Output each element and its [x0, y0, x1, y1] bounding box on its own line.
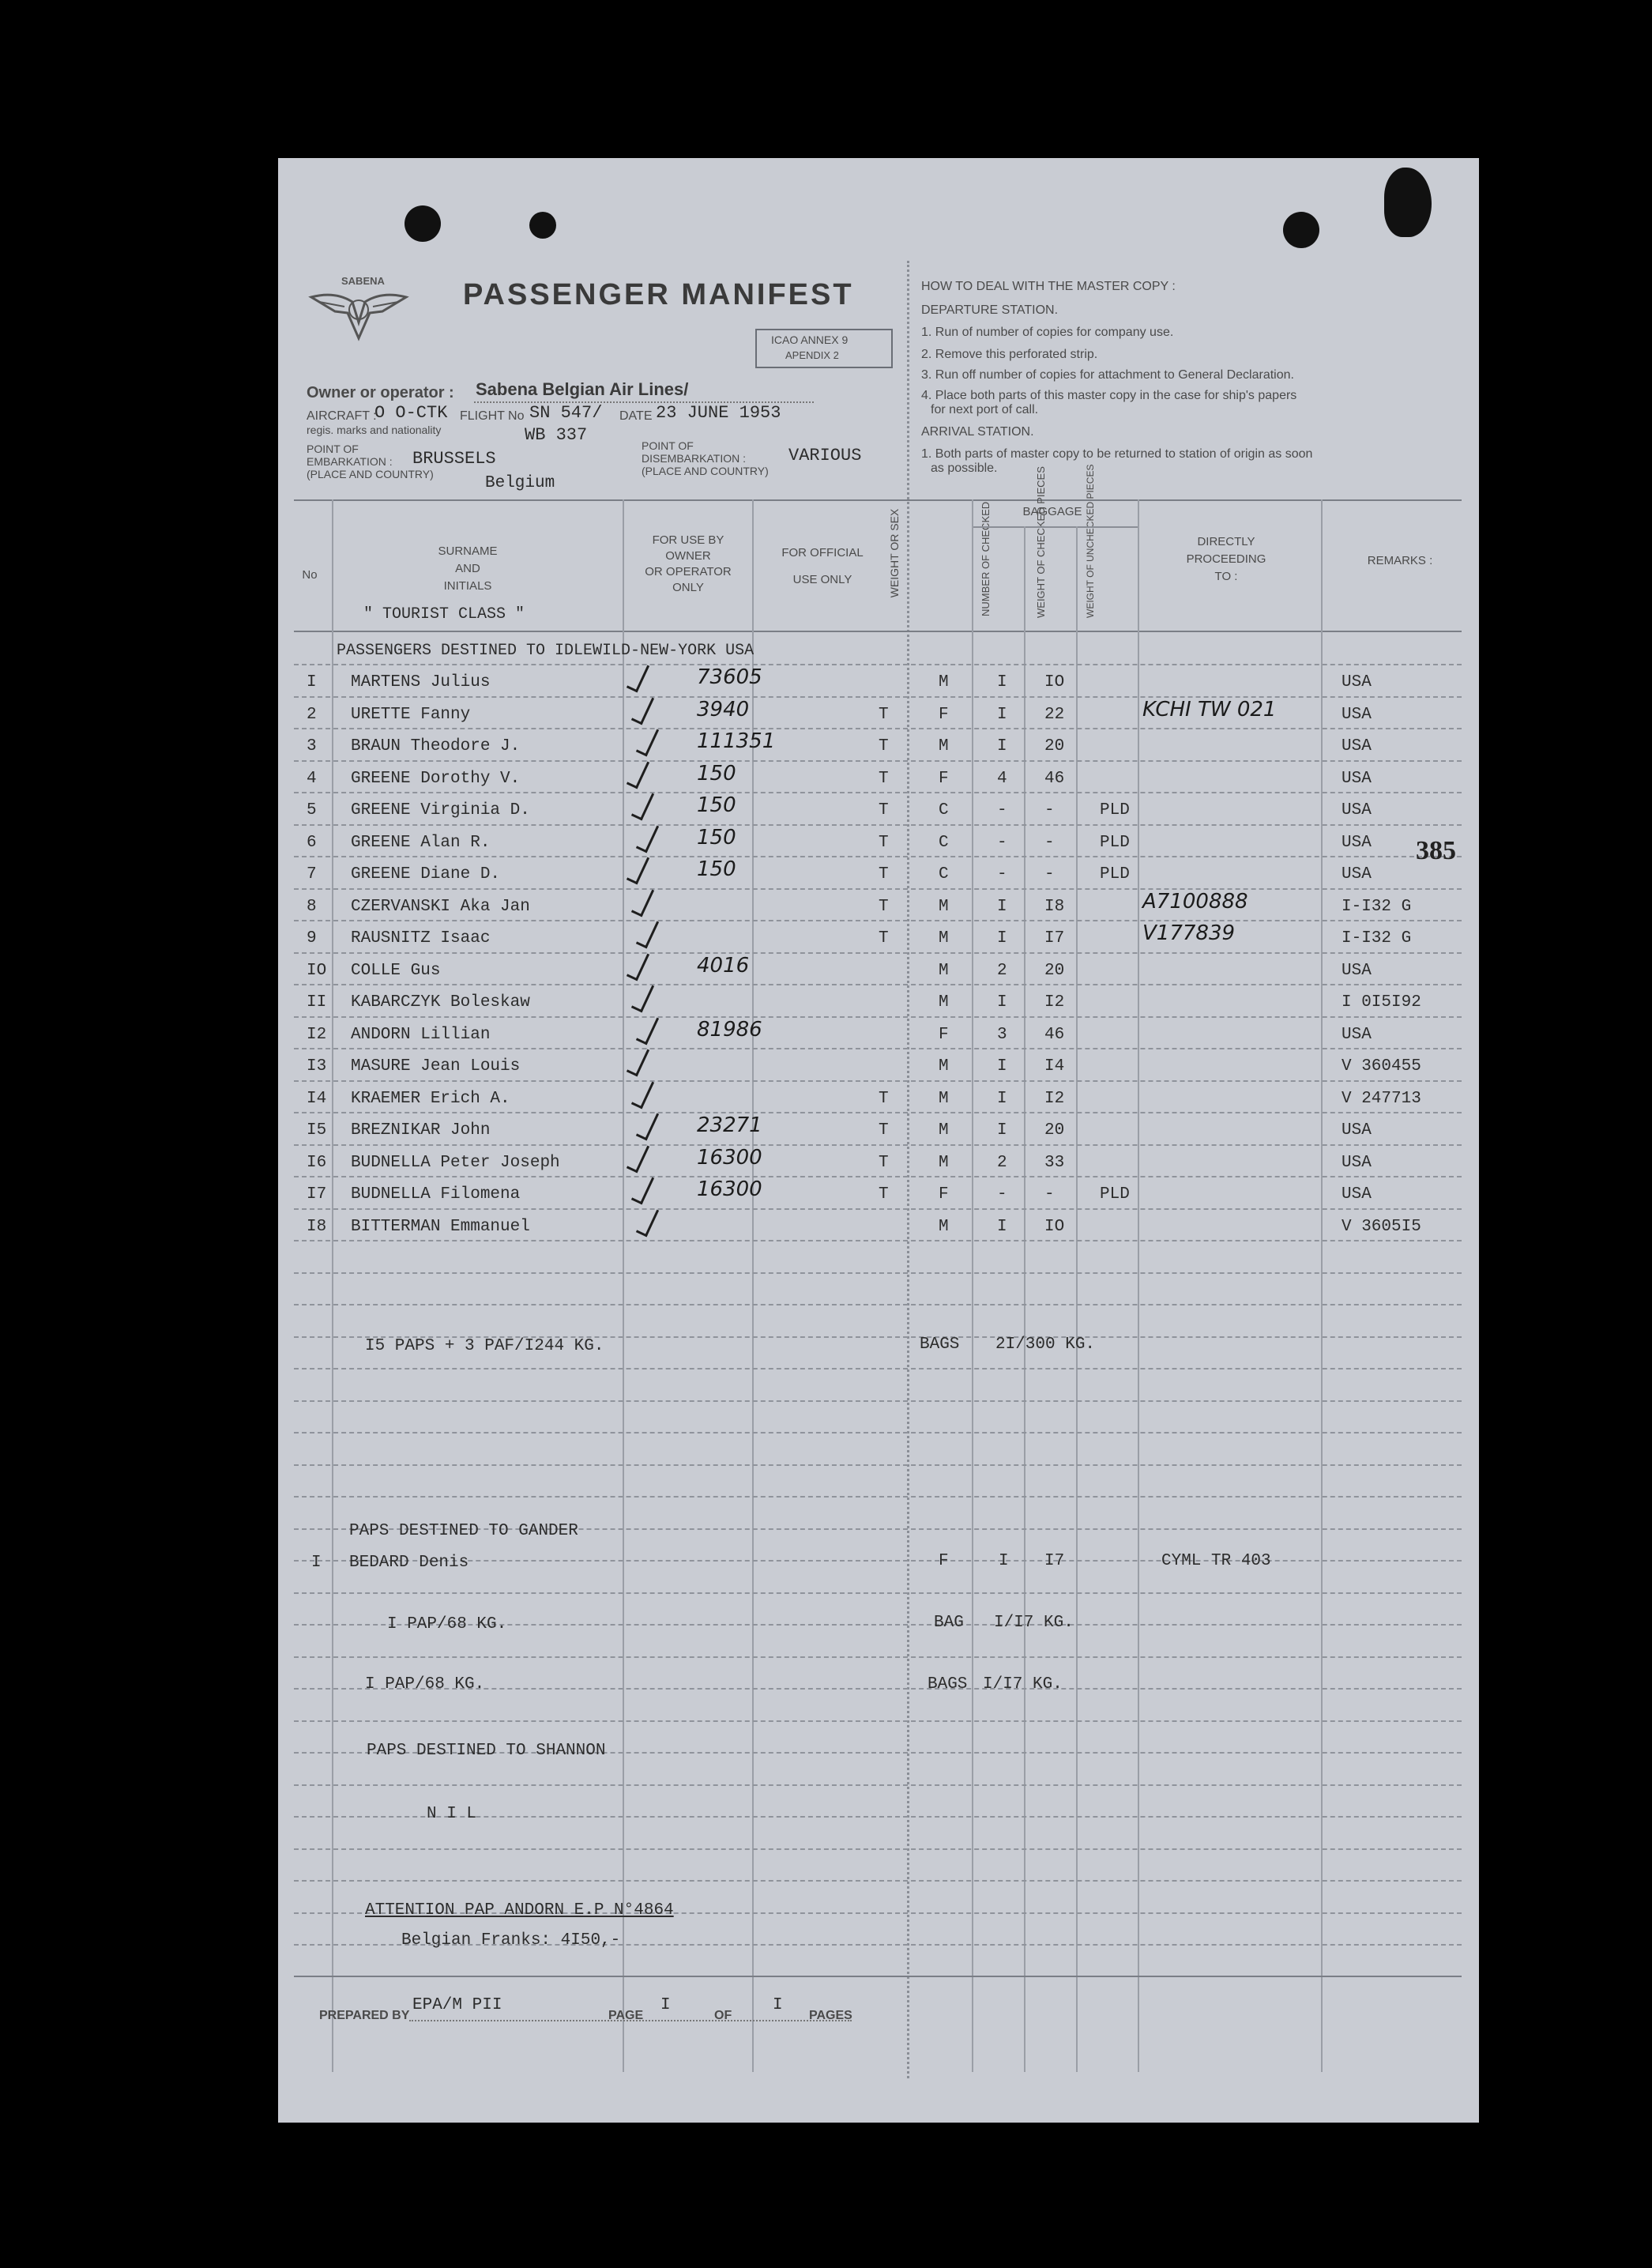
- instruction-line: ARRIVAL STATION.: [921, 425, 1034, 439]
- embark-label-3: (PLACE AND COUNTRY): [307, 468, 434, 480]
- row-line: [294, 1880, 1462, 1882]
- col-divider: [1024, 526, 1025, 2072]
- pax-owner-ref: 150: [697, 793, 736, 817]
- instruction-line: as possible.: [931, 462, 998, 475]
- pax-no: 3: [307, 737, 317, 755]
- col-divider: [972, 499, 973, 2072]
- pax-bag-number: I: [997, 705, 1007, 724]
- check-mark: [636, 1110, 659, 1141]
- pax-no: I4: [307, 1089, 327, 1108]
- col-surname-1: SURNAME: [438, 544, 498, 558]
- check-mark: [636, 1013, 659, 1045]
- gander-sex: F: [939, 1552, 949, 1570]
- ink-blot: [1384, 168, 1432, 237]
- row-line: [294, 920, 1462, 921]
- pax-owner-ref: 81986: [697, 1017, 762, 1042]
- pax-sex: C: [939, 833, 949, 852]
- table-bottom-border: [294, 1976, 1462, 1977]
- pax-name: COLLE Gus: [351, 961, 441, 980]
- pax-no: 5: [307, 801, 317, 819]
- pax-name: BUDNELLA Peter Joseph: [351, 1153, 560, 1172]
- row-line: [294, 1080, 1462, 1082]
- instruction-line: DEPARTURE STATION.: [921, 303, 1059, 317]
- pax-owner-ref: 150: [697, 857, 736, 881]
- aircraft-label: AIRCRAFT :: [307, 409, 377, 423]
- row-line: [294, 824, 1462, 826]
- gander-bag-label-2: BAGS: [928, 1675, 968, 1693]
- pax-remarks: USA: [1342, 1121, 1372, 1140]
- pax-bag-weight: -: [1044, 1185, 1055, 1204]
- row-line: [294, 792, 1462, 793]
- punch-hole-right: [1283, 212, 1319, 248]
- row-line: [294, 1432, 1462, 1434]
- pax-bag-weight: 46: [1044, 1025, 1065, 1044]
- manifest-sheet: [278, 158, 1479, 2123]
- pax-bag-number: I: [997, 737, 1007, 755]
- owner-label: Owner or operator :: [307, 384, 454, 401]
- page-value: I: [660, 1996, 671, 2014]
- regis-label: regis. marks and nationality: [307, 424, 442, 436]
- check-mark: [636, 917, 659, 949]
- check-mark: [627, 661, 649, 693]
- instruction-line: 3. Run off number of copies for attachment to General Declaration.: [921, 368, 1294, 382]
- pax-sex: M: [939, 737, 949, 755]
- pax-name: BITTERMAN Emmanuel: [351, 1217, 530, 1236]
- row-line: [294, 1400, 1462, 1402]
- row-line: [294, 1464, 1462, 1466]
- pax-official: T: [879, 801, 889, 819]
- pax-no: I2: [307, 1025, 327, 1044]
- pax-bag-weight: 20: [1044, 961, 1065, 980]
- pax-bag-unchecked: PLD: [1100, 833, 1130, 852]
- row-line: [294, 1208, 1462, 1210]
- row-line: [294, 1272, 1462, 1274]
- pax-sex: M: [939, 1121, 949, 1140]
- col-official-1: FOR OFFICIAL: [781, 546, 864, 559]
- pax-remarks: V 360455: [1342, 1057, 1421, 1076]
- pax-name: MASURE Jean Louis: [351, 1057, 521, 1076]
- check-mark: [627, 949, 649, 981]
- pax-name: MARTENS Julius: [351, 673, 491, 691]
- of-label: OF: [714, 2009, 732, 2022]
- col-official-2: USE ONLY: [792, 573, 852, 586]
- check-mark: [631, 693, 654, 725]
- pax-name: RAUSNITZ Isaac: [351, 929, 491, 948]
- prepared-value: EPA/M PII: [412, 1996, 502, 2014]
- pax-remarks: USA: [1342, 961, 1372, 980]
- pax-bag-number: 2: [997, 1153, 1007, 1172]
- col-bag-weight: WEIGHT OF CHECKED PIECES: [1035, 466, 1047, 618]
- pax-bag-number: -: [997, 833, 1007, 852]
- pax-official: T: [879, 737, 889, 755]
- col-proceeding-1: DIRECTLY: [1197, 535, 1255, 548]
- icao-box: [755, 329, 893, 368]
- pax-owner-ref: 150: [697, 761, 736, 786]
- col-divider: [332, 499, 333, 2072]
- pax-name: BRAUN Theodore J.: [351, 737, 521, 755]
- pax-official: T: [879, 705, 889, 724]
- row-line: [294, 664, 1462, 665]
- owner-value: Sabena Belgian Air Lines/: [476, 379, 689, 399]
- pax-sex: M: [939, 1089, 949, 1108]
- pax-remarks: USA: [1342, 865, 1372, 883]
- pax-no: I: [307, 673, 317, 691]
- pax-name: GREENE Alan R.: [351, 833, 491, 852]
- col-bag-unchecked: WEIGHT OF UNCHECKED PIECES: [1085, 464, 1096, 618]
- pax-bag-weight: 46: [1044, 769, 1065, 788]
- pax-sex: F: [939, 705, 949, 724]
- pax-remarks: I-I32 G: [1342, 929, 1412, 948]
- totals-paps: I5 PAPS + 3 PAF/I244 KG.: [365, 1337, 604, 1355]
- pax-bag-weight: 33: [1044, 1153, 1065, 1172]
- col-owner-use-1: FOR USE BY: [652, 533, 724, 547]
- check-mark: [631, 981, 654, 1013]
- pax-bag-number: 2: [997, 961, 1007, 980]
- col-surname-3: INITIALS: [443, 579, 492, 593]
- col-bag-number: NUMBER OF CHECKED: [980, 501, 992, 616]
- pax-no: I5: [307, 1121, 327, 1140]
- pax-bag-weight: I8: [1044, 897, 1065, 916]
- pax-no: I8: [307, 1217, 327, 1236]
- of-value: I: [773, 1996, 783, 2014]
- pax-proceeding: V177839: [1142, 921, 1236, 945]
- pax-remarks: USA: [1342, 737, 1372, 755]
- pax-owner-ref: 150: [697, 825, 736, 850]
- pax-name: GREENE Dorothy V.: [351, 769, 521, 788]
- pax-bag-number: 4: [997, 769, 1007, 788]
- pax-no: II: [307, 993, 327, 1012]
- icao-annex: ICAO ANNEX 9: [771, 333, 849, 346]
- pax-name: KABARCZYK Boleskaw: [351, 993, 530, 1012]
- pax-remarks: USA: [1342, 1185, 1372, 1204]
- pax-owner-ref: 4016: [697, 953, 750, 978]
- pax-remarks: USA: [1342, 1153, 1372, 1172]
- check-mark: [631, 789, 654, 821]
- row-line: [294, 1848, 1462, 1850]
- totals-bags: 2I/300 KG.: [995, 1336, 1096, 1354]
- pax-remarks: USA: [1342, 673, 1372, 691]
- pax-bag-weight: IO: [1044, 1217, 1065, 1236]
- gander-num: I: [999, 1552, 1009, 1570]
- pax-no: 4: [307, 769, 317, 788]
- col-divider: [623, 499, 624, 2072]
- col-no: No: [302, 568, 318, 582]
- pax-no: 9: [307, 929, 317, 948]
- gander-bag-label-1: BAG: [934, 1614, 964, 1632]
- pax-remarks: USA: [1342, 833, 1372, 852]
- col-weight-sex: WEIGHT OR SEX: [888, 508, 901, 598]
- embark-label-1: POINT OF: [307, 443, 359, 455]
- pax-no: IO: [307, 961, 327, 980]
- logo-text: SABENA: [341, 275, 385, 287]
- row-line: [294, 1304, 1462, 1305]
- page-label: PAGE: [608, 2009, 644, 2022]
- pax-remarks: V 3605I5: [1342, 1217, 1421, 1236]
- pax-proceeding: A7100888: [1142, 889, 1248, 914]
- pax-name: GREENE Diane D.: [351, 865, 501, 883]
- col-proceeding-3: TO :: [1214, 570, 1238, 583]
- row-line: [294, 728, 1462, 729]
- pax-sex: F: [939, 1025, 949, 1044]
- col-divider: [1321, 499, 1323, 2072]
- pax-sex: M: [939, 897, 949, 916]
- disembark-value: VARIOUS: [788, 446, 862, 465]
- instruction-line: HOW TO DEAL WITH THE MASTER COPY :: [921, 280, 1176, 293]
- pax-sex: M: [939, 993, 949, 1012]
- instruction-line: 4. Place both parts of this master copy in the case for ship's papers: [921, 389, 1297, 402]
- pax-no: 7: [307, 865, 317, 883]
- check-mark: [631, 1174, 654, 1205]
- punch-hole-middle: [529, 212, 556, 239]
- pax-bag-weight: IO: [1044, 673, 1065, 691]
- pax-owner-ref: 16300: [697, 1145, 762, 1170]
- row-line: [294, 1560, 1462, 1562]
- pax-sex: M: [939, 673, 949, 691]
- row-line: [294, 1144, 1462, 1146]
- pax-bag-number: I: [997, 897, 1007, 916]
- row-line: [294, 856, 1462, 857]
- embark-value: BRUSSELS: [412, 449, 496, 469]
- disembark-label-2: DISEMBARKATION :: [642, 452, 746, 465]
- col-divider: [1138, 499, 1139, 2072]
- flight-label: FLIGHT No: [460, 409, 525, 423]
- pax-sex: F: [939, 769, 949, 788]
- gander-pap-line-1: I PAP/68 KG.: [387, 1615, 507, 1633]
- date-label: DATE: [619, 409, 653, 423]
- pax-bag-number: I: [997, 929, 1007, 948]
- col-owner-use-3: OR OPERATOR: [645, 565, 732, 578]
- row-line: [294, 696, 1462, 698]
- icao-apendix: APENDIX 2: [785, 349, 839, 361]
- pax-name: BUDNELLA Filomena: [351, 1185, 521, 1204]
- col-remarks: REMARKS :: [1367, 554, 1433, 567]
- pax-name: GREENE Virginia D.: [351, 801, 530, 819]
- pax-name: CZERVANSKI Aka Jan: [351, 897, 530, 916]
- disembark-label-1: POINT OF: [642, 439, 694, 452]
- gander-bag-value-2: I/I7 KG.: [983, 1675, 1063, 1693]
- pages-label: PAGES: [809, 2009, 852, 2022]
- instruction-line: 1. Run of number of copies for company use.: [921, 326, 1174, 339]
- footer-underline: [409, 2020, 852, 2021]
- pax-sex: M: [939, 961, 949, 980]
- check-mark: [627, 1045, 649, 1077]
- pax-bag-number: 3: [997, 1025, 1007, 1044]
- pax-official: T: [879, 929, 889, 948]
- pax-official: T: [879, 769, 889, 788]
- flight-value-2: WB 337: [525, 425, 588, 445]
- pax-remarks: I-I32 G: [1342, 897, 1412, 916]
- pax-remarks: I 0I5I92: [1342, 993, 1421, 1012]
- pax-bag-weight: I4: [1044, 1057, 1065, 1076]
- pax-bag-weight: 20: [1044, 1121, 1065, 1140]
- pax-bag-weight: I2: [1044, 993, 1065, 1012]
- pax-no: I6: [307, 1153, 327, 1172]
- col-proceeding-2: PROCEEDING: [1186, 552, 1266, 566]
- pax-bag-number: I: [997, 1057, 1007, 1076]
- pax-bag-number: -: [997, 865, 1007, 883]
- pax-bag-number: I: [997, 993, 1007, 1012]
- row-line: [294, 1784, 1462, 1786]
- pax-sex: C: [939, 865, 949, 883]
- pax-no: I3: [307, 1057, 327, 1076]
- pax-no: 6: [307, 833, 317, 852]
- pax-bag-unchecked: PLD: [1100, 865, 1130, 883]
- pax-bag-number: I: [997, 1089, 1007, 1108]
- pax-official: T: [879, 865, 889, 883]
- gander-header: PAPS DESTINED TO GANDER: [349, 1522, 578, 1540]
- perforation-line: [907, 261, 909, 2078]
- gander-bag-value-1: I/I7 KG.: [994, 1614, 1074, 1632]
- stamp-number: 385: [1416, 836, 1456, 865]
- row-line: [294, 984, 1462, 985]
- pax-remarks: USA: [1342, 705, 1372, 724]
- pax-bag-weight: -: [1044, 801, 1055, 819]
- pax-sex: C: [939, 801, 949, 819]
- pax-bag-weight: -: [1044, 865, 1055, 883]
- totals-bags-label: BAGS: [920, 1336, 960, 1354]
- pax-bag-number: -: [997, 801, 1007, 819]
- pax-owner-ref: 3940: [697, 697, 750, 721]
- gander-proceeding: CYML TR 403: [1161, 1552, 1271, 1570]
- check-mark: [631, 885, 654, 917]
- pax-owner-ref: 23271: [697, 1113, 762, 1137]
- col-baggage: BAGGAGE: [1022, 505, 1082, 518]
- attention-line-1: ATTENTION PAP ANDORN E.P N°4864: [365, 1901, 674, 1920]
- gander-pap-line-2: I PAP/68 KG.: [365, 1675, 485, 1693]
- pax-remarks: USA: [1342, 769, 1372, 788]
- row-line: [294, 1016, 1462, 1018]
- row-line: [294, 1496, 1462, 1498]
- header-bottom-border: [294, 631, 1462, 632]
- prepared-label: PREPARED BY: [319, 2009, 410, 2022]
- pax-bag-weight: 22: [1044, 705, 1065, 724]
- col-owner-use-4: ONLY: [672, 581, 704, 594]
- check-mark: [627, 853, 649, 885]
- aircraft-value: O O-CTK: [374, 403, 448, 423]
- pax-owner-ref: 16300: [697, 1177, 762, 1201]
- gander-name: BEDARD Denis: [349, 1554, 469, 1572]
- pax-bag-unchecked: PLD: [1100, 1185, 1130, 1204]
- pax-remarks: USA: [1342, 801, 1372, 819]
- pax-owner-ref: 73605: [697, 665, 762, 689]
- punch-hole-left: [405, 205, 441, 242]
- check-mark: [636, 1205, 659, 1237]
- check-mark: [627, 1141, 649, 1173]
- row-line: [294, 888, 1462, 890]
- embark-label-2: EMBARKATION :: [307, 455, 393, 468]
- pax-sex: M: [939, 929, 949, 948]
- pax-official: T: [879, 1153, 889, 1172]
- row-line: [294, 1240, 1462, 1241]
- row-line: [294, 760, 1462, 762]
- check-mark: [636, 821, 659, 853]
- page-title: PASSENGER MANIFEST: [463, 278, 854, 311]
- attention-line-2: Belgian Franks: 4I50,-: [401, 1931, 621, 1950]
- check-mark: [636, 725, 659, 757]
- pax-sex: M: [939, 1153, 949, 1172]
- pax-remarks: V 247713: [1342, 1089, 1421, 1108]
- instruction-line: for next port of call.: [931, 403, 1039, 416]
- pax-official: T: [879, 1121, 889, 1140]
- pax-proceeding: KCHI TW 021: [1142, 697, 1277, 721]
- pax-remarks: USA: [1342, 1025, 1372, 1044]
- instruction-line: 2. Remove this perforated strip.: [921, 348, 1098, 361]
- pax-no: I7: [307, 1185, 327, 1204]
- gander-wt: I7: [1044, 1552, 1065, 1570]
- shannon-value: N I L: [427, 1805, 477, 1823]
- destination-line: PASSENGERS DESTINED TO IDLEWILD-NEW-YORK USA: [337, 642, 755, 660]
- check-mark: [631, 1077, 654, 1109]
- pax-bag-number: -: [997, 1185, 1007, 1204]
- flight-value: SN 547/: [529, 403, 603, 423]
- sabena-logo: [303, 275, 414, 346]
- pax-bag-number: I: [997, 673, 1007, 691]
- pax-no: 2: [307, 705, 317, 724]
- pax-name: URETTE Fanny: [351, 705, 471, 724]
- baggage-sub-border: [972, 526, 1138, 528]
- row-line: [294, 1720, 1462, 1722]
- col-surname-2: AND: [455, 562, 480, 575]
- embark-value-2: Belgium: [485, 474, 555, 492]
- pax-sex: M: [939, 1057, 949, 1076]
- pax-bag-weight: -: [1044, 833, 1055, 852]
- instruction-line: 1. Both parts of master copy to be returned to station of origin as soon: [921, 447, 1313, 461]
- pax-owner-ref: 111351: [697, 729, 776, 753]
- shannon-header: PAPS DESTINED TO SHANNON: [367, 1742, 606, 1760]
- pax-sex: F: [939, 1185, 949, 1204]
- pax-no: 8: [307, 897, 317, 916]
- row-line: [294, 1176, 1462, 1177]
- row-line: [294, 1592, 1462, 1594]
- pax-bag-number: I: [997, 1217, 1007, 1236]
- disembark-label-3: (PLACE AND COUNTRY): [642, 465, 769, 477]
- row-line: [294, 1112, 1462, 1113]
- col-divider: [1076, 526, 1078, 2072]
- pax-bag-weight: 20: [1044, 737, 1065, 755]
- pax-name: ANDORN Lillian: [351, 1025, 491, 1044]
- table-top-border: [294, 499, 1462, 501]
- col-owner-use-2: OWNER: [665, 549, 711, 563]
- pax-official: T: [879, 1185, 889, 1204]
- pax-official: T: [879, 1089, 889, 1108]
- gander-no: I: [311, 1554, 322, 1572]
- col-class: " TOURIST CLASS ": [363, 605, 525, 624]
- pax-bag-weight: I7: [1044, 929, 1065, 948]
- row-line: [294, 1048, 1462, 1049]
- pax-bag-unchecked: PLD: [1100, 801, 1130, 819]
- pax-name: BREZNIKAR John: [351, 1121, 491, 1140]
- row-line: [294, 1368, 1462, 1369]
- check-mark: [627, 757, 649, 789]
- pax-sex: M: [939, 1217, 949, 1236]
- pax-official: T: [879, 897, 889, 916]
- date-value: 23 JUNE 1953: [656, 403, 781, 423]
- row-line: [294, 1656, 1462, 1658]
- pax-name: KRAEMER Erich A.: [351, 1089, 510, 1108]
- pax-bag-weight: I2: [1044, 1089, 1065, 1108]
- row-line: [294, 952, 1462, 954]
- pax-official: T: [879, 833, 889, 852]
- pax-bag-number: I: [997, 1121, 1007, 1140]
